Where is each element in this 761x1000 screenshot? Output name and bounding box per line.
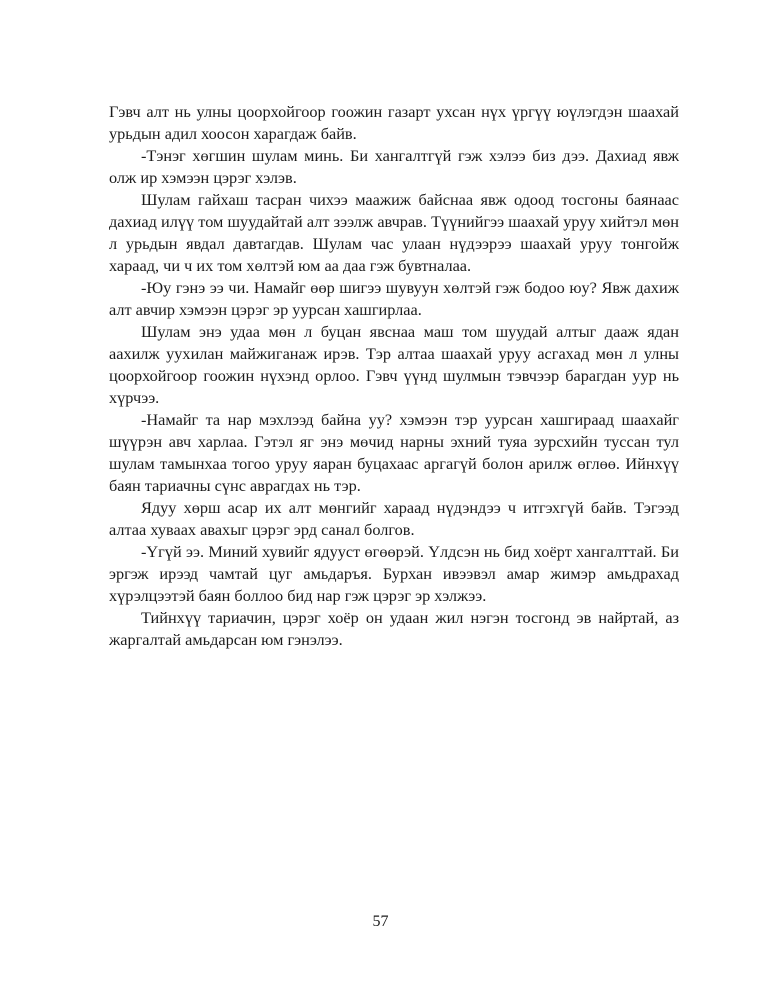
document-body [109,101,679,651]
paragraph: Тийнхүү тариачин, цэрэг хоёр он удаан жил нэгэн тосгонд эв найртай, аз жаргалтай амьдарсан юм гэнэлээ. [109,608,679,649]
paragraph: Шулам гайхаш тасран чихээ маажиж байснаа явж одоод тосгоны баянаас дахиад илүү том шуудайтай алт зээлж авчрав. Түүнийгээ шаахай уруу хийтэл мөн л урьдын явдал давтагдав. Шулам час улаан нүдээрээ шаахай уруу тонгойж хараад, чи ч их том хөлтэй юм аа даа гэж бувтналаа. [109,190,679,275]
paragraph: Шулам энэ удаа мөн л буцан явснаа маш том шуудай алтыг дааж ядан аахилж уухилан майжиганаж ирэв. Тэр алтаа шаахай уруу асгахад мөн л улны цоорхойгоор гоожин нүхэнд орлоо. Гэвч үүнд шулмын тэвчээр барагдан уур нь хүрчээ. [109,322,679,407]
page-number: 57 [372,913,389,930]
paragraph: Ядуу хөрш асар их алт мөнгийг хараад нүдэндээ ч итгэхгүй байв. Тэгээд алтаа хуваах авахыг цэрэг эрд санал болгов. [109,498,679,539]
paragraph: -Намайг та нар мэхлээд байна уу? хэмээн тэр уурсан хашгираад шаахайг шүүрэн авч харлаа. Гэтэл яг энэ мөчид нарны эхний туяа зурсхийн туссан тул шулам тамынхаа тогоо уруу яаран буцахаас аргагүй болон арилж өглөө. Ийнхүү баян тариачны сүнс аврагдах нь тэр. [109,410,679,495]
paragraph: -Үгүй ээ. Миний хувийг ядууст өгөөрэй. Үлдсэн нь бид хоёрт хангалттай. Би эргэж ирээд чамтай цуг амьдаръя. Бурхан ивээвэл амар жимэр амьдрахад хүрэлцээтэй баян боллоо бид нар гэж цэрэг эр хэлжээ. [109,542,679,605]
paragraph: -Юу гэнэ ээ чи. Намайг өөр шигээ шувуун хөлтэй гэж бодоо юу? Явж дахиж алт авчир хэмээн цэрэг эр уурсан хашгирлаа. [109,278,679,319]
paragraph: -Тэнэг хөгшин шулам минь. Би хангалтгүй гэж хэлээ биз дээ. Дахиад явж олж ир хэмээн цэрэг хэлэв. [109,146,679,187]
paragraph: Гэвч алт нь улны цоорхойгоор гоожин газарт ухсан нүх үргүү юүлэгдэн шаахай урьдын адил хоосон харагдаж байв. [109,102,679,143]
